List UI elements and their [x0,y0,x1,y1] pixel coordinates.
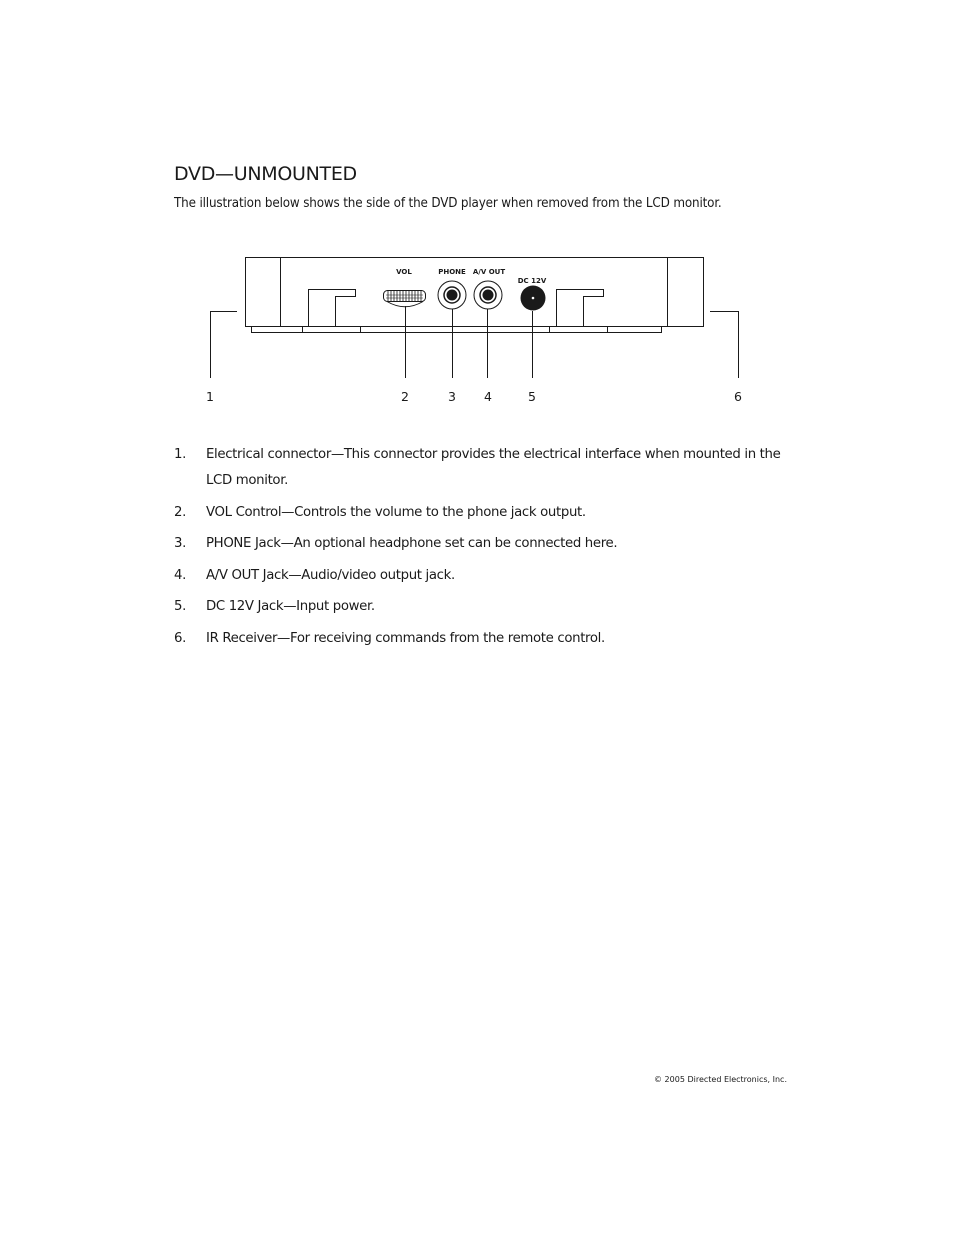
list-item [174,594,794,620]
list-item-number: 6. [174,630,186,646]
callout-3: 3 [448,389,456,404]
left-latch [309,290,356,327]
callout-line-1 [211,312,238,379]
list-item-number: 4. [174,567,186,583]
list-item [174,626,794,652]
list-item [174,442,794,494]
right-latch [557,290,604,327]
list-item-text: DC 12V Jack—Input power. [206,599,375,614]
intro-paragraph: The illustration below shows the side of the DVD player when removed from the LCD monitor. [174,196,722,211]
feature-list [174,442,794,657]
callout-4: 4 [484,389,492,404]
page-title: DVD—UNMOUNTED [174,163,357,185]
list-item-text: Electrical connector—This connector provides the electrical interface when mounted in the LCD monitor. [206,447,781,488]
list-item-number: 5. [174,599,186,614]
list-item [174,563,794,589]
bottom-rail [252,327,662,333]
vol-wheel-icon [384,291,426,302]
phone-label: PHONE [438,268,466,276]
list-item-text: A/V OUT Jack—Audio/video output jack. [206,567,455,583]
dc-label: DC 12V [517,277,547,285]
callout-6: 6 [734,389,742,404]
callout-5: 5 [528,389,536,404]
list-item-number: 2. [174,504,186,520]
list-item-text: PHONE Jack—An optional headphone set can be connected here. [206,536,618,551]
vol-label: VOL [396,268,412,276]
av-out-label: A/V OUT [472,268,506,276]
dvd-side-diagram [190,250,760,410]
list-item-text: IR Receiver—For receiving commands from the remote control. [206,630,605,646]
list-item [174,500,794,526]
list-item-number: 3. [174,536,186,551]
callout-1: 1 [206,389,214,404]
callout-2: 2 [401,389,409,404]
list-item-text: VOL Control—Controls the volume to the phone jack output. [206,504,586,520]
list-item-number: 1. [174,447,186,462]
copyright-footer: © 2005 Directed Electronics, Inc. [654,1075,787,1084]
callout-line-6 [710,312,739,379]
list-item [174,531,794,557]
